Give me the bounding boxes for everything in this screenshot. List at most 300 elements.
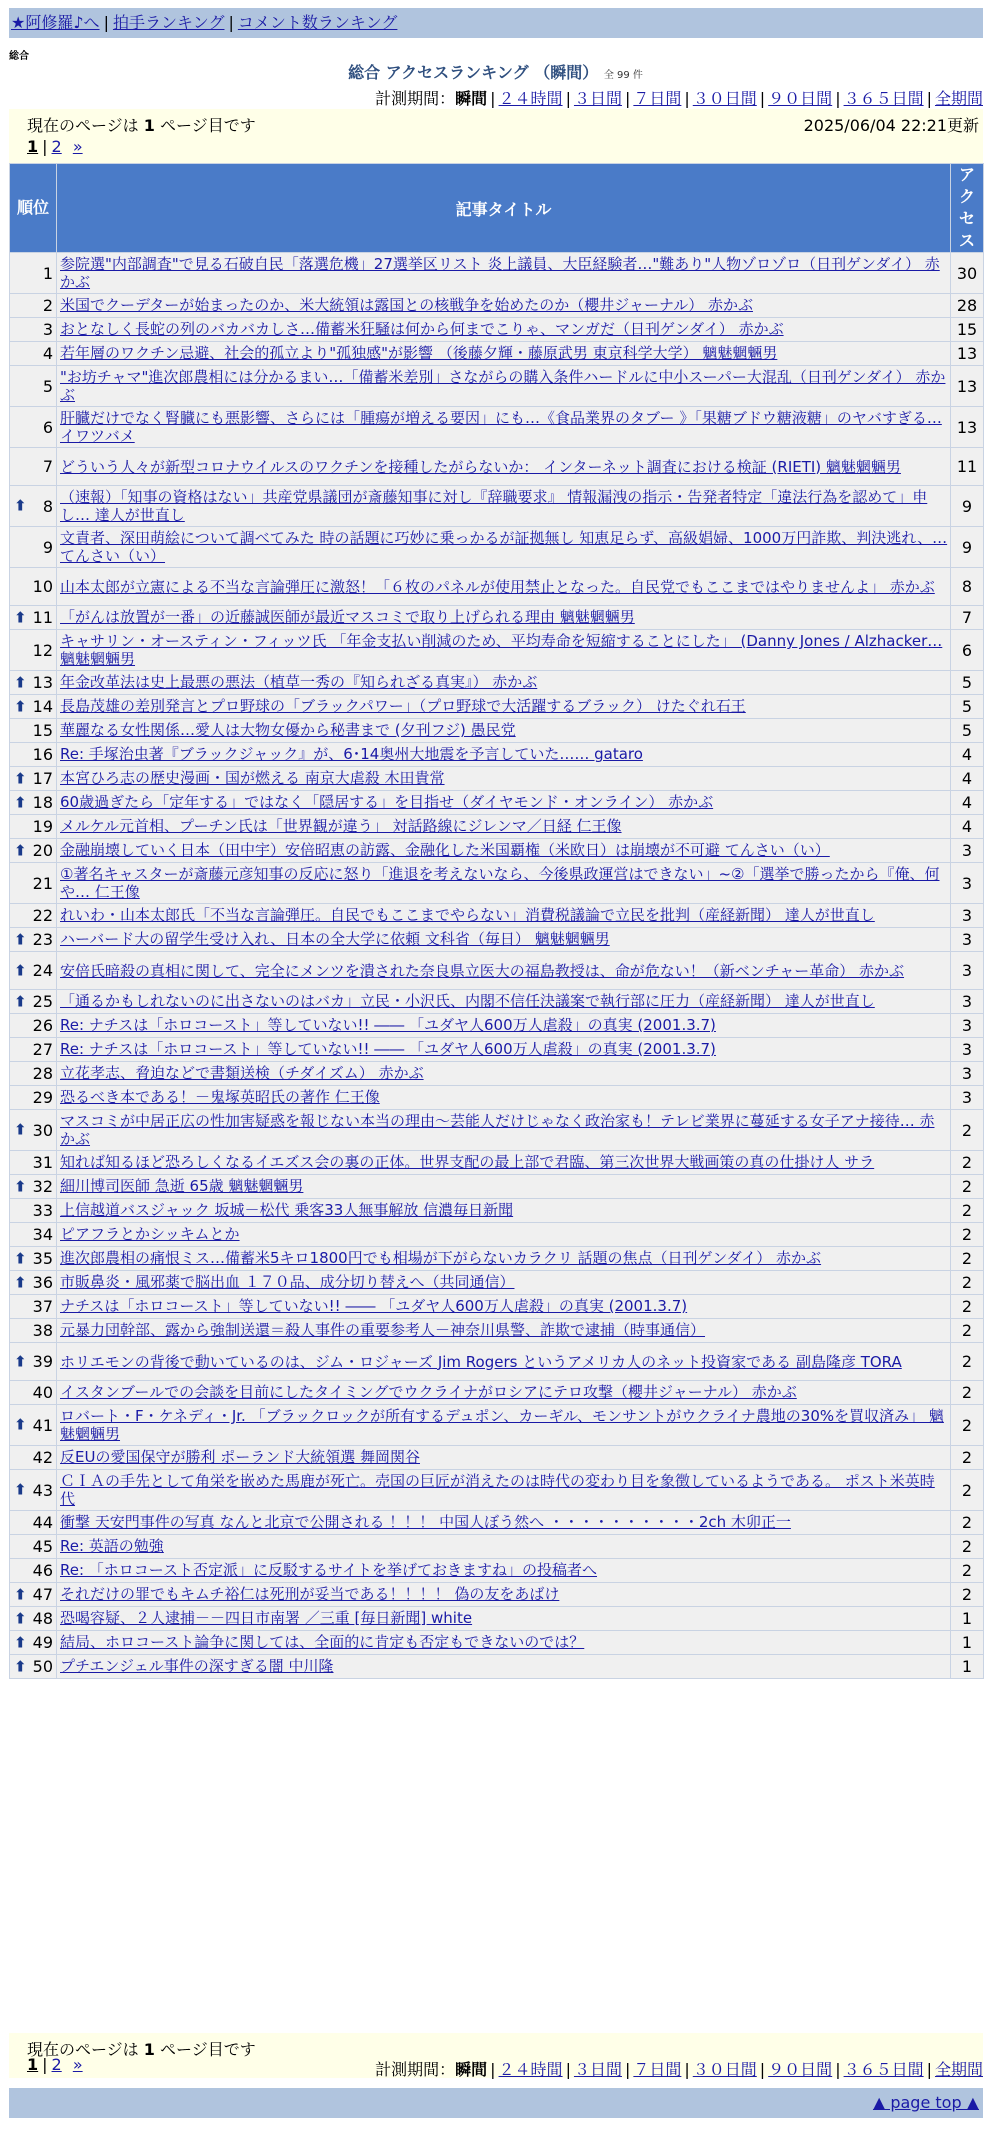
- rank-up-arrow-icon: ⬆: [14, 1633, 27, 1651]
- article-title-link[interactable]: 細川博司医師 急逝 65歳 魑魅魍魎男: [60, 1177, 304, 1195]
- article-title-link[interactable]: ロバート・F・ケネディ・Jr. 「ブラックロックが所有するデュポン、カーギル、モンサントがウクライナ農地の30%を買収済み」 魑魅魍魎男: [60, 1407, 944, 1443]
- title-cell: [57, 791, 951, 815]
- rank-number: 12: [32, 640, 53, 660]
- article-title-link[interactable]: ホリエモンの背後で動いているのは、ジム・ロジャーズ Jim Rogers というアメリカ人のネット投資家である 副島隆彦 TORA: [60, 1352, 902, 1371]
- table-row: [10, 318, 984, 342]
- rank-cell: [10, 1446, 57, 1470]
- table-row: [10, 791, 984, 815]
- access-count-cell: 2: [951, 1470, 984, 1511]
- rank-number: 35: [32, 1249, 53, 1268]
- period-link[interactable]: ２４時間: [498, 2060, 563, 2079]
- rank-number: 48: [32, 1609, 53, 1628]
- access-count-cell: 8: [951, 568, 984, 606]
- rank-number: 27: [32, 1040, 53, 1059]
- rank-number: 46: [32, 1561, 53, 1580]
- table-row: [10, 767, 984, 791]
- pager-top: [9, 109, 983, 163]
- article-title-link[interactable]: 安倍氏暗殺の真相に関して、完全にメンツを潰された奈良県立医大の福島教授は、命が危ない！（新ベンチャー革命） 赤かぶ: [60, 961, 905, 980]
- article-title-link[interactable]: ハーバード大の留学生受け入れ、日本の全大学に依頼 文科省（毎日） 魑魅魍魎男: [60, 930, 610, 948]
- rank-number: 39: [32, 1352, 53, 1371]
- page-links: [27, 137, 83, 156]
- title-cell: [57, 1247, 951, 1271]
- access-count-cell: 2: [951, 1343, 984, 1381]
- nav-separator: |: [228, 13, 234, 32]
- period-selector: [375, 86, 983, 109]
- period-current: 瞬間: [455, 89, 488, 108]
- page-links: [27, 2055, 83, 2074]
- article-title-link[interactable]: 市販鼻炎・風邪薬で脳出血 １７０品、成分切り替えへ（共同通信）: [60, 1273, 515, 1291]
- table-row: [10, 1446, 984, 1470]
- next-page-link[interactable]: »: [72, 137, 83, 156]
- article-title-link[interactable]: 結局、ホロコースト論争に関しては、全面的に肯定も否定もできないのでは？: [60, 1633, 585, 1651]
- period-link[interactable]: ３６５日間: [843, 89, 924, 108]
- table-row: [10, 1086, 984, 1110]
- rank-cell: [10, 1607, 57, 1631]
- rank-number: 44: [32, 1513, 53, 1532]
- table-row: [10, 630, 984, 671]
- period-link[interactable]: ２４時間: [498, 89, 563, 108]
- table-row: [10, 1247, 984, 1271]
- table-row: [10, 904, 984, 928]
- rank-cell: [10, 407, 57, 448]
- article-title-link[interactable]: ①著名キャスターが斎藤元彦知事の反応に怒り「進退を考えないなら、今後県政運営はできない」~②「選挙で勝ったから『俺、何や… 仁王像: [60, 865, 940, 901]
- rank-number: 34: [32, 1225, 53, 1244]
- title-cell: [57, 1405, 951, 1446]
- table-row: [10, 1175, 984, 1199]
- article-title-link[interactable]: 長島茂雄の差別発言とプロ野球の「ブラックパワー」（プロ野球で大活躍するブラック） けたぐれ石王: [60, 697, 746, 715]
- rank-cell: [10, 671, 57, 695]
- rank-cell: [10, 448, 57, 486]
- article-title-link[interactable]: 「通るかもしれないのに出さないのはバカ」立民・小沢氏、内閣不信任決議案で執行部に圧力（産経新聞） 達人が世直し: [60, 992, 875, 1010]
- period-link[interactable]: ３６５日間: [843, 2060, 924, 2079]
- rank-number: 6: [42, 417, 53, 437]
- access-count-cell: 2: [951, 1559, 984, 1583]
- rank-number: 24: [32, 961, 53, 980]
- rank-up-arrow-icon: ⬆: [14, 1657, 27, 1675]
- table-row: [10, 671, 984, 695]
- rank-cell: [10, 1271, 57, 1295]
- article-title-link[interactable]: プチエンジェル事件の深すぎる闇 中川隆: [60, 1657, 334, 1675]
- access-count-cell: 2: [951, 1319, 984, 1343]
- col-count-header: アクセス: [951, 164, 984, 253]
- period-separator: |: [565, 2060, 571, 2079]
- rank-up-arrow-icon: ⬆: [14, 930, 27, 948]
- applause-ranking-link[interactable]: 拍手ランキング: [112, 13, 225, 32]
- table-row: [10, 448, 984, 486]
- next-page-link[interactable]: »: [72, 2055, 83, 2074]
- rank-cell: [10, 1343, 57, 1381]
- page-1-current: 1: [27, 137, 39, 156]
- title-cell: [57, 606, 951, 630]
- article-title-link[interactable]: 年金改革法は史上最悪の悪法（植草一秀の『知られざる真実』） 赤かぶ: [60, 673, 538, 691]
- rank-number: 21: [32, 873, 53, 893]
- access-count-cell: 3: [951, 1038, 984, 1062]
- table-row: [10, 1405, 984, 1446]
- table-row: [10, 1607, 984, 1631]
- title-cell: [57, 407, 951, 448]
- rank-number: 36: [32, 1273, 53, 1292]
- article-title-link[interactable]: ナチスは「ホロコースト」等していない!! ―― 「ユダヤ人600万人虐殺」の真実 (2001.3.7): [60, 1297, 688, 1315]
- access-count-cell: 13: [951, 366, 984, 407]
- period-link[interactable]: ９０日間: [768, 2060, 833, 2079]
- rank-cell: [10, 719, 57, 743]
- rank-up-arrow-icon: ⬆: [14, 697, 27, 715]
- ranking-table-body: [10, 253, 984, 1679]
- period-link[interactable]: 全期間: [934, 89, 983, 108]
- rank-number: 20: [32, 841, 53, 860]
- rank-cell: [10, 695, 57, 719]
- rank-cell: [10, 1559, 57, 1583]
- rank-up-arrow-icon: ⬆: [14, 841, 27, 859]
- article-title-link[interactable]: メルケル元首相、プーチン氏は「世界観が違う」 対話路線にジレンマ／日経 仁王像: [60, 817, 622, 835]
- article-title-link[interactable]: イスタンブールでの会談を目前にしたタイミングでウクライナがロシアにテロ攻撃（櫻井ジャーナル） 赤かぶ: [60, 1383, 797, 1401]
- rank-number: 37: [32, 1297, 53, 1316]
- period-separator: |: [759, 89, 766, 108]
- rank-number: 2: [42, 296, 53, 315]
- access-count-cell: 30: [951, 253, 984, 294]
- access-count-cell: 5: [951, 719, 984, 743]
- page-2-link[interactable]: 2: [51, 137, 62, 156]
- period-link[interactable]: 全期間: [934, 2060, 983, 2079]
- rank-up-arrow-icon: ⬆: [14, 608, 27, 626]
- rank-up-arrow-icon: ⬆: [14, 1585, 27, 1603]
- title-cell: [57, 1223, 951, 1247]
- table-row: [10, 366, 984, 407]
- table-row: [10, 1110, 984, 1151]
- rank-cell: [10, 815, 57, 839]
- rank-cell: [10, 1535, 57, 1559]
- period-link[interactable]: ３日間: [573, 89, 622, 108]
- access-count-cell: 6: [951, 630, 984, 671]
- rank-cell: [10, 568, 57, 606]
- table-row: [10, 342, 984, 366]
- rank-cell: [10, 1295, 57, 1319]
- title-cell: [57, 1583, 951, 1607]
- rank-cell: [10, 952, 57, 990]
- period-link[interactable]: ７日間: [633, 2060, 682, 2079]
- period-separator: |: [565, 89, 571, 108]
- article-title-link[interactable]: 進次郎農相の痛恨ミス…備蓄米5キロ1800円でも相場が下がらないカラクリ 話題の焦点（日刊ゲンダイ） 赤かぶ: [60, 1249, 822, 1267]
- article-title-link[interactable]: れいわ・山本太郎氏「不当な言論弾圧。自民でもここまでやらない」消費税議論で立民を批判（産経新聞） 達人が世直し: [60, 906, 875, 924]
- page-status: [27, 113, 256, 136]
- period-link[interactable]: ３０日間: [692, 2060, 757, 2079]
- title-cell: [57, 366, 951, 407]
- period-link[interactable]: ３日間: [573, 2060, 622, 2079]
- article-title-link[interactable]: 衝撃 天安門事件の写真 なんと北京で公開される ！！！ 中国人ぼう然へ ・・・・・・・・・・2ch 木卯正一: [60, 1513, 791, 1531]
- rank-cell: [10, 904, 57, 928]
- article-title-link[interactable]: 金融崩壊していく日本（田中宇）安倍昭恵の訪露、金融化した米国覇権（米欧日）は崩壊が不可避 てんさい（い）: [60, 841, 830, 859]
- title-cell: [57, 568, 951, 606]
- table-row: [10, 253, 984, 294]
- access-count-cell: 1: [951, 1607, 984, 1631]
- access-count-cell: 5: [951, 671, 984, 695]
- article-title-link[interactable]: 若年層のワクチン忌避、社会的孤立より"孤独感"が影響 （後藤夕輝・藤原武男 東京科学大学） 魑魅魍魎男: [60, 344, 778, 362]
- table-row: [10, 568, 984, 606]
- title-cell: [57, 1535, 951, 1559]
- article-title-link[interactable]: 文責者、深田萌絵について調べてみた 時の話題に巧妙に乗っかるが証拠無し 知恵足らず、高級娼婦、1000万円詐欺、判決逃れ、… てんさい（い）: [60, 529, 948, 565]
- article-title-link[interactable]: 米国でクーデターが始まったのか、米大統領は露国との核戦争を始めたのか（櫻井ジャーナル） 赤かぶ: [60, 296, 753, 314]
- rank-number: 31: [32, 1153, 53, 1172]
- article-title-link[interactable]: 立花孝志、脅迫などで書類送検（チダイズム） 赤かぶ: [60, 1064, 424, 1082]
- access-count-cell: 1: [951, 1655, 984, 1679]
- rank-cell: [10, 1199, 57, 1223]
- title-cell: [57, 318, 951, 342]
- article-title-link[interactable]: ピアフラとかシッキムとか: [60, 1225, 240, 1243]
- access-count-cell: 2: [951, 1381, 984, 1405]
- rank-cell: [10, 318, 57, 342]
- article-title-link[interactable]: どういう人々が新型コロナウイルスのワクチンを接種したがらないか： インターネット調査における検証 (RIETI) 魑魅魍魎男: [60, 457, 901, 476]
- period-separator: |: [624, 89, 631, 108]
- access-count-cell: 4: [951, 815, 984, 839]
- article-title-link[interactable]: マスコミが中居正広の性加害疑惑を報じない本当の理由〜芸能人だけじゃなく政治家も！テレビ業界に蔓延する女子アナ接待… 赤かぶ: [60, 1112, 935, 1148]
- table-row: [10, 1151, 984, 1175]
- page-status-pre: 現在のページは: [27, 2040, 139, 2059]
- access-count-cell: 2: [951, 1175, 984, 1199]
- rank-up-arrow-icon: ⬆: [14, 1480, 27, 1499]
- period-link[interactable]: ９０日間: [768, 89, 833, 108]
- rank-number: 29: [32, 1088, 53, 1107]
- rank-number: 40: [32, 1383, 53, 1402]
- col-title-header: 記事タイトル: [57, 164, 951, 253]
- access-count-cell: 9: [951, 527, 984, 568]
- title-cell: [57, 904, 951, 928]
- breadcrumb: 総合: [9, 51, 29, 62]
- table-row: [10, 1470, 984, 1511]
- article-title-link[interactable]: 山本太郎が立憲による不当な言論弾圧に激怒！「６枚のパネルが使用禁止となった。自民党でもここまではやりませんよ」 赤かぶ: [60, 577, 935, 596]
- table-header-row: [10, 164, 984, 253]
- rank-number: 15: [32, 721, 53, 740]
- title-cell: [57, 1175, 951, 1199]
- rank-number: 1: [42, 263, 53, 283]
- article-title-link[interactable]: 反EUの愛国保守が勝利 ポーランド大統領選 舞岡関谷: [60, 1448, 420, 1466]
- access-count-cell: 3: [951, 863, 984, 904]
- article-title-link[interactable]: Re: 手塚治虫著『ブラックジャック』が、6･14奥州大地震を予言していた…… gataro: [60, 745, 643, 763]
- title-cell: [57, 630, 951, 671]
- rank-number: 32: [32, 1177, 53, 1196]
- rank-cell: [10, 863, 57, 904]
- rank-number: 17: [32, 769, 53, 788]
- article-title-link[interactable]: "お坊チャマ"進次郎農相には分かるまい…「備蓄米差別」さながらの購入条件ハードルに中小スーパー大混乱（日刊ゲンダイ） 赤かぶ: [60, 368, 946, 404]
- article-title-link[interactable]: 「がんは放置が一番」の近藤誠医師が最近マスコミで取り上げられる理由 魑魅魍魎男: [60, 608, 635, 626]
- title-cell: [57, 952, 951, 990]
- title-cell: [57, 1607, 951, 1631]
- nav-separator: |: [103, 13, 109, 32]
- page-1-current: 1: [27, 2055, 39, 2074]
- access-count-cell: 3: [951, 1086, 984, 1110]
- article-title-link[interactable]: 参院選"内部調査"で見る石破自民「落選危機」27選挙区リスト 炎上議員、大臣経験者…"難あり"人物ゾロゾロ（日刊ゲンダイ） 赤かぶ: [60, 255, 940, 291]
- rank-number: 8: [42, 496, 53, 516]
- table-row: [10, 294, 984, 318]
- access-count-cell: 4: [951, 743, 984, 767]
- period-selector-bottom: [375, 2057, 983, 2080]
- title-cell: [57, 1038, 951, 1062]
- title-cell: [57, 1014, 951, 1038]
- access-count-cell: 2: [951, 1535, 984, 1559]
- access-count-cell: 2: [951, 1223, 984, 1247]
- rank-number: 16: [32, 745, 53, 764]
- rank-number: 10: [32, 577, 53, 596]
- rank-up-arrow-icon: ⬆: [14, 793, 27, 811]
- rank-cell: [10, 1319, 57, 1343]
- page-title-text: 総合 アクセスランキング （瞬間）: [348, 63, 599, 82]
- rank-number: 9: [42, 537, 53, 557]
- rank-cell: [10, 1470, 57, 1511]
- access-count-cell: 2: [951, 1511, 984, 1535]
- table-row: [10, 839, 984, 863]
- access-count-cell: 3: [951, 1014, 984, 1038]
- title-cell: [57, 1511, 951, 1535]
- title-cell: [57, 1470, 951, 1511]
- table-row: [10, 1319, 984, 1343]
- rank-cell: [10, 791, 57, 815]
- rank-cell: [10, 253, 57, 294]
- table-row: [10, 695, 984, 719]
- rank-number: 45: [32, 1537, 53, 1556]
- rank-number: 50: [32, 1657, 53, 1676]
- article-title-link[interactable]: Re: ナチスは「ホロコースト」等していない!! ―― 「ユダヤ人600万人虐殺」の真実 (2001.3.7): [60, 1040, 716, 1058]
- access-count-cell: 3: [951, 990, 984, 1014]
- table-row: [10, 1199, 984, 1223]
- rank-up-arrow-icon: ⬆: [14, 1352, 27, 1370]
- access-count-cell: 1: [951, 1631, 984, 1655]
- article-title-link[interactable]: 華麗なる女性関係…愛人は大物女優から秘書まで (夕刊フジ) 愚民党: [60, 721, 516, 739]
- rank-cell: [10, 1247, 57, 1271]
- rank-cell: [10, 1110, 57, 1151]
- rank-number: 33: [32, 1201, 53, 1220]
- rank-number: 26: [32, 1016, 53, 1035]
- access-count-cell: 4: [951, 767, 984, 791]
- title-cell: [57, 486, 951, 527]
- article-title-link[interactable]: Re: ナチスは「ホロコースト」等していない!! ―― 「ユダヤ人600万人虐殺」の真実 (2001.3.7): [60, 1016, 716, 1034]
- access-count-cell: 2: [951, 1151, 984, 1175]
- rank-cell: [10, 1223, 57, 1247]
- title-cell: [57, 1319, 951, 1343]
- table-row: [10, 815, 984, 839]
- article-title-link[interactable]: Re: 「ホロコースト否定派」に反駁するサイトを挙げておきますね」の投稿者へ: [60, 1561, 598, 1579]
- access-count-cell: 3: [951, 952, 984, 990]
- table-row: [10, 606, 984, 630]
- period-separator: |: [926, 2060, 932, 2079]
- title-cell: [57, 342, 951, 366]
- title-cell: [57, 1110, 951, 1151]
- period-link[interactable]: ７日間: [633, 89, 682, 108]
- rank-cell: [10, 743, 57, 767]
- rank-up-arrow-icon: ⬆: [14, 1120, 27, 1139]
- period-separator: |: [835, 2060, 841, 2079]
- page-status-pre: 現在のページは: [27, 116, 139, 135]
- article-title-link[interactable]: 恐喝容疑、２人逮捕－－四日市南署 ／三重 [毎日新聞] white: [60, 1609, 473, 1627]
- period-link[interactable]: ３０日間: [692, 89, 757, 108]
- rank-cell: [10, 486, 57, 527]
- rank-cell: [10, 606, 57, 630]
- table-row: [10, 1223, 984, 1247]
- title-cell: [57, 1295, 951, 1319]
- rank-up-arrow-icon: ⬆: [14, 992, 27, 1010]
- period-separator: |: [926, 89, 932, 108]
- access-count-cell: 5: [951, 695, 984, 719]
- table-row: [10, 1583, 984, 1607]
- rank-cell: [10, 527, 57, 568]
- article-title-link[interactable]: 元暴力団幹部、露から強制送還＝殺人事件の重要参考人－神奈川県警、詐欺で逮捕（時事通信）: [60, 1321, 706, 1339]
- article-title-link[interactable]: それだけの罪でもキムチ裕仁は死刑が妥当である！！！！ 偽の友をあばけ: [60, 1585, 560, 1603]
- title-cell: [57, 294, 951, 318]
- rank-cell: [10, 990, 57, 1014]
- title-cell: [57, 671, 951, 695]
- rank-cell: [10, 1086, 57, 1110]
- rank-number: 25: [32, 992, 53, 1011]
- rank-number: 5: [42, 376, 53, 396]
- period-separator: |: [684, 89, 690, 108]
- article-title-link[interactable]: 60歳過ぎたら「定年する」ではなく「隠居する」を目指せ（ダイヤモンド・オンライン） 赤かぶ: [60, 793, 714, 811]
- rank-number: 42: [32, 1448, 53, 1467]
- page-separator: |: [42, 137, 48, 156]
- page-top-link[interactable]: ▲ page top ▲: [872, 2093, 979, 2112]
- rank-cell: [10, 630, 57, 671]
- article-title-link[interactable]: （速報）「知事の資格はない」共産党県議団が斎藤知事に対し『辞職要求』 情報漏洩の指示・告発者特定「違法行為を認めて」申し… 達人が世直し: [60, 488, 928, 524]
- title-cell: [57, 719, 951, 743]
- access-count-cell: 13: [951, 407, 984, 448]
- access-count-cell: 2: [951, 1583, 984, 1607]
- article-title-link[interactable]: 恐るべき本である！－鬼塚英昭氏の著作 仁王像: [60, 1088, 380, 1106]
- page-2-link[interactable]: 2: [51, 2055, 62, 2074]
- title-cell: [57, 527, 951, 568]
- period-label: 計測期間：: [375, 89, 456, 108]
- table-row: [10, 407, 984, 448]
- title-cell: [57, 253, 951, 294]
- rank-cell: [10, 1405, 57, 1446]
- title-cell: [57, 928, 951, 952]
- title-cell: [57, 1631, 951, 1655]
- page-status-post: ページ目です: [160, 116, 256, 135]
- article-title-link[interactable]: Re: 英語の勉強: [60, 1537, 164, 1555]
- rank-cell: [10, 1151, 57, 1175]
- period-separator: |: [624, 2060, 631, 2079]
- rank-number: 13: [32, 673, 53, 692]
- article-title-link[interactable]: 本宮ひろ志の歴史漫画・国が燃える 南京大虐殺 木田貴常: [60, 769, 445, 787]
- table-row: [10, 1631, 984, 1655]
- period-separator: |: [835, 89, 841, 108]
- updated-timestamp: 2025/06/04 22:21更新: [803, 116, 979, 135]
- table-row: [10, 1062, 984, 1086]
- title-cell: [57, 1086, 951, 1110]
- footer-bar: [9, 2088, 983, 2118]
- home-link[interactable]: ★阿修羅♪へ: [11, 13, 100, 32]
- table-row: [10, 1381, 984, 1405]
- rank-cell: [10, 342, 57, 366]
- rank-up-arrow-icon: ⬆: [14, 1177, 27, 1195]
- access-count-cell: 3: [951, 1062, 984, 1086]
- table-row: [10, 486, 984, 527]
- article-title-link[interactable]: 肝臓だけでなく腎臓にも悪影響、さらには「腫瘍が増える要因」にも…《食品業界のタブー 》「果糖ブドウ糖液糖」のヤバすぎる… イワツバメ: [60, 409, 942, 445]
- article-title-link[interactable]: 上信越道バスジャック 坂城－松代 乗客33人無事解放 信濃毎日新聞: [60, 1201, 514, 1219]
- table-row: [10, 1511, 984, 1535]
- table-row: [10, 1014, 984, 1038]
- period-separator: |: [759, 2060, 766, 2079]
- current-page-number: 1: [143, 2040, 155, 2059]
- rank-number: 43: [32, 1480, 53, 1500]
- article-title-link[interactable]: ＣＩＡの手先として角栄を嵌めた馬鹿が死亡。売国の巨匠が消えたのは時代の変わり目を象徴しているようである。 ポスト米英時代: [60, 1472, 935, 1508]
- title-cell: [57, 1151, 951, 1175]
- current-page-number: 1: [143, 116, 155, 135]
- article-title-link[interactable]: 知れば知るほど恐ろしくなるイエズス会の裏の正体。世界支配の最上部で君臨、第三次世界大戦画策の真の仕掛け人 サラ: [60, 1153, 875, 1171]
- page-title: [0, 60, 991, 83]
- article-title-link[interactable]: キャサリン・オースティン・フィッツ氏 「年金支払い削減のため、平均寿命を短縮することにした」 (Danny Jones / Alzhacker… 魑魅魍魎男: [60, 632, 943, 668]
- article-title-link[interactable]: おとなしく長蛇の列のバカバカしさ…備蓄米狂騒は何から何までこりゃ、マンガだ（日刊ゲンダイ） 赤かぶ: [60, 320, 784, 338]
- rank-up-arrow-icon: ⬆: [14, 1415, 27, 1434]
- comment-ranking-link[interactable]: コメント数ランキング: [237, 13, 398, 32]
- access-count-cell: 28: [951, 294, 984, 318]
- access-count-cell: 7: [951, 606, 984, 630]
